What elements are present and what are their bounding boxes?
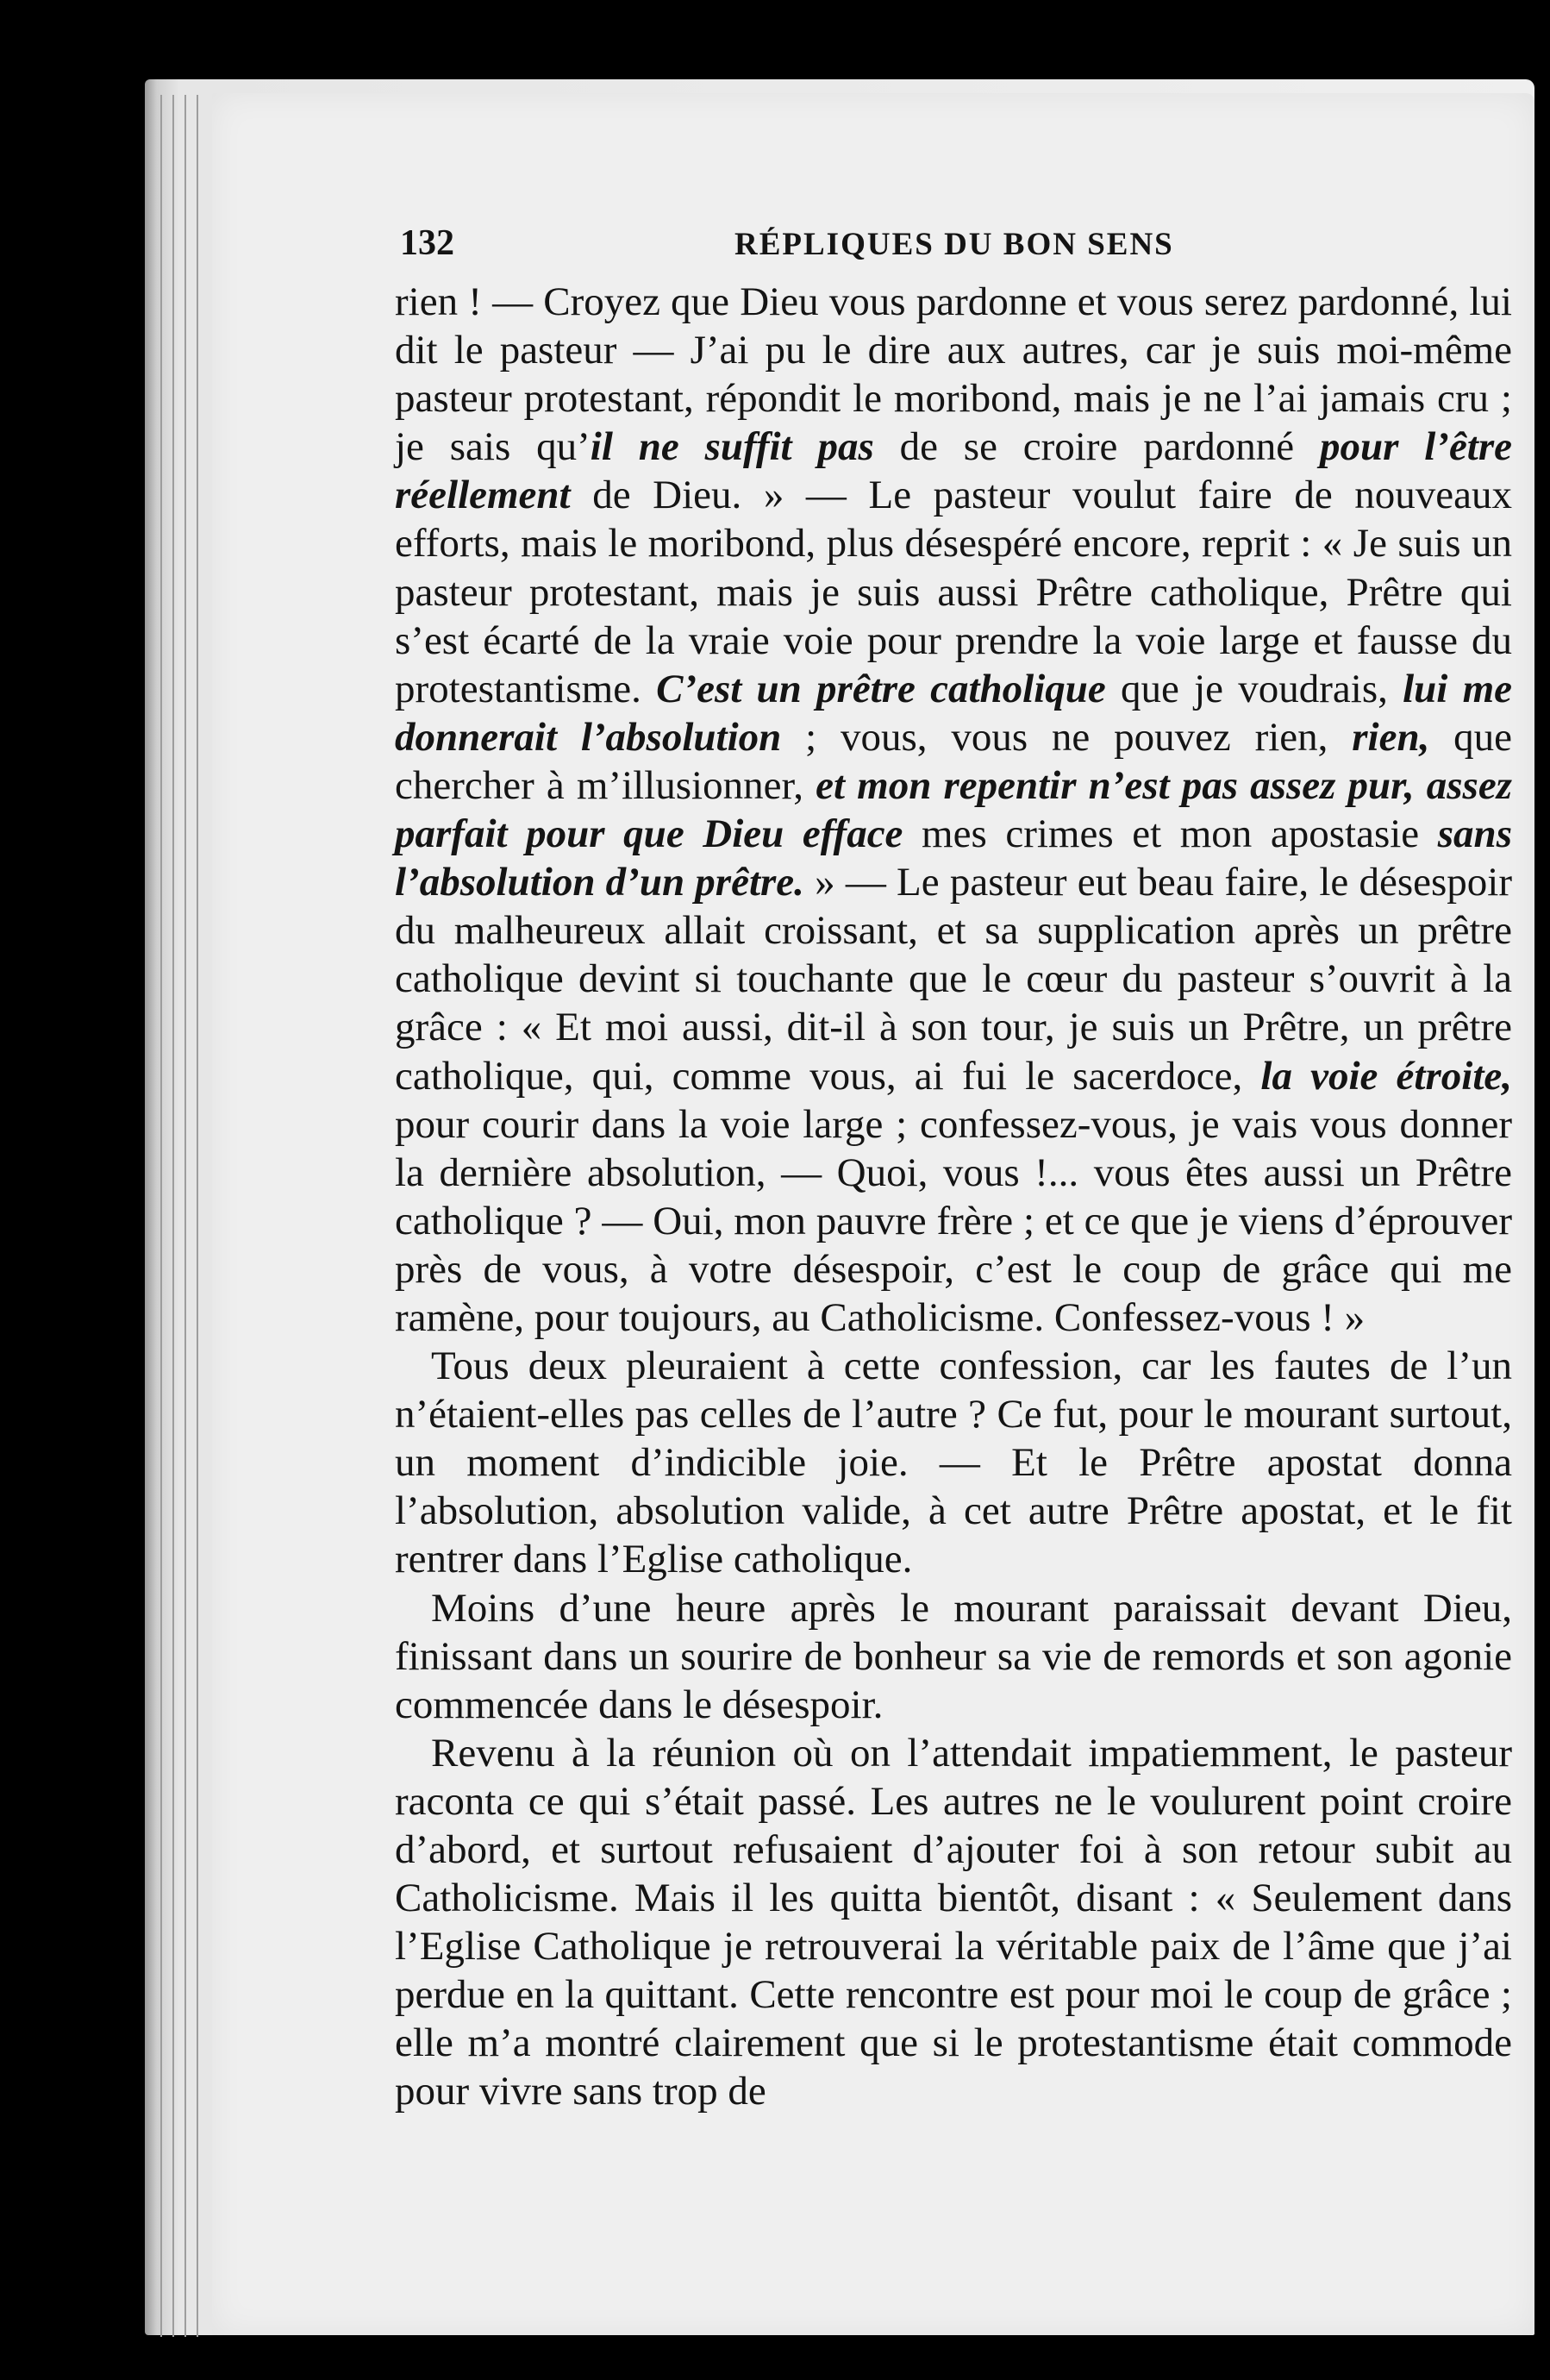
italic-text: rien, (1352, 714, 1430, 760)
page-header (400, 222, 1507, 266)
page-leaf-edge (197, 95, 198, 2337)
italic-text: sans l’absolution d’un prêtre. (395, 811, 1512, 905)
text-run: que chercher à m’illusionner, (395, 714, 1513, 808)
text-run: pour courir dans la voie large ; confessez-vous, je vais vous donner la dernière absolution, — Quoi, vous !... vous êtes aussi un Prêtre catholique ? — Oui, mon pauvre frère ; et ce que je viens d’éprouver près de vous, à votre désespoir, c’est le coup de grâce qui me ramène, pour toujours, au Catholicisme. Confessez-vous ! » (395, 1101, 1512, 1340)
page-leaf-edge (160, 95, 162, 2337)
text-run: de Dieu. » — Le pasteur voulut faire de nouveaux efforts, mais le moribond, plus désespéré encore, reprit : « Je suis un pasteur protestant, mais je suis aussi Prêtre catholique, Prêtre qui s’est écarté de la vraie voie pour prendre la voie large et fausse du protestantisme. (395, 473, 1512, 711)
italic-text: la voie étroite, (1260, 1053, 1512, 1099)
paragraph (395, 278, 1512, 1342)
page-leaf-edge (184, 95, 186, 2337)
text-run: que je voudrais, (1105, 666, 1403, 711)
text-run: Moins d’une heure après le mourant paraissait devant Dieu, finissant dans un sourire de bonheur sa vie de remords et son agonie commencée dans le désespoir. (395, 1585, 1512, 1727)
italic-text: et mon repentir n’est pas assez pur, assez parfait pour que Dieu efface (395, 762, 1512, 857)
text-run: » — Le pasteur eut beau faire, le désespoir du malheureux allait croissant, et sa supplication après un prêtre catholique devint si touchante que le cœur du pasteur s’ouvrit à la grâce : « Et moi aussi, dit-il à son tour, je suis un Prêtre, un prêtre catholique, qui, comme vous, ai fui le sacerdoce, (395, 860, 1512, 1099)
italic-text: lui me donnerait l’absolution (395, 666, 1512, 760)
page-leaf-edge (172, 95, 174, 2337)
running-title: RÉPLIQUES DU BON SENS (734, 227, 1174, 262)
text-run: rien ! — Croyez que Dieu vous pardonne et vous serez pardonné, lui dit le pasteur — J’ai pu le dire aux autres, car je suis moi-même pasteur protestant, répondit le moribond, mais je ne l’ai jamais cru ; je sais qu’ (395, 279, 1512, 470)
paragraph (395, 1729, 1512, 2116)
body-text (395, 278, 1512, 2116)
italic-text: C’est un prêtre catholique (656, 666, 1106, 711)
paragraph (395, 1342, 1512, 1583)
italic-text: pour l’être réellement (395, 424, 1513, 518)
italic-text: il ne suffit pas (590, 424, 874, 470)
text-run: mes crimes et mon apostasie (903, 811, 1438, 857)
text-run: ; vous, vous ne pouvez rien, (781, 714, 1353, 760)
paragraph (395, 1584, 1512, 1729)
page-number: 132 (400, 223, 454, 263)
text-run: Tous deux pleuraient à cette confession, car les fautes de l’un n’étaient-elles pas celles de l’autre ? Ce fut, pour le mourant surtout, un moment d’indicible joie. — Et le Prêtre apostat donna l’absolution, absolution valide, à cet autre Prêtre apostat, et le fit rentrer dans l’Eglise catholique. (395, 1343, 1512, 1582)
text-run: de se croire pardonné (873, 424, 1320, 470)
text-run: Revenu à la réunion où on l’attendait impatiemment, le pasteur raconta ce qui s’était passé. Les autres ne le voulurent point croire d’abord, et surtout refusaient d’ajouter foi à son retour subit au Catholicisme. Mais il les quitta bientôt, disant : « Seulement dans l’Eglise Catholique je retrouverai la véritable paix de l’âme que j’ai perdue en la quittant. Cette rencontre est pour moi le coup de grâce ; elle m’a montré clairement que si le protestantisme était commode pour vivre sans trop de (395, 1730, 1512, 2114)
